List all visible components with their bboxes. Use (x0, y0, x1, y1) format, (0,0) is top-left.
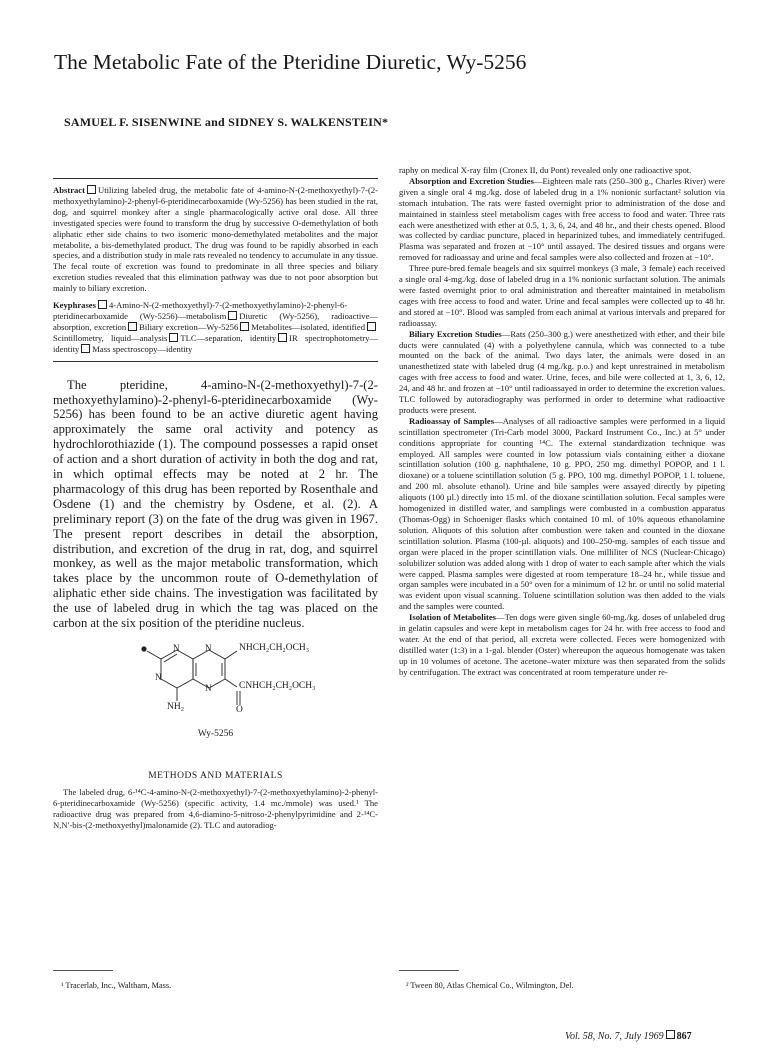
footnote-tracerlab: ¹ Tracerlab, Inc., Waltham, Mass. (61, 981, 172, 990)
methods-heading: METHODS AND MATERIALS (148, 771, 283, 781)
square-icon (278, 333, 287, 342)
footnote-rule (53, 970, 113, 971)
biliary-paragraph (399, 329, 725, 416)
methods-paragraph: The labeled drug, 6-¹⁴C-4-amino-N-(2-methoxyethyl)-7-(2-methoxyethylamino)-2-phenyl-6-pteridinecarboxamide (Wy-5256) (specific activity, 1.4 mc./mmole) was used.¹ The radioactive drug was prepared from 4,6-diamino-5-nitroso-2-phenylpyrimidine and 2-¹⁴C-N,N′-bis-(2-methoxyethyl)malonamide (2). TLC and autoradiog- (53, 787, 378, 830)
abstract-bottom-rule (53, 361, 378, 362)
keyphrase-item: TLC—separation, identity (180, 332, 277, 343)
isolation-paragraph (399, 612, 725, 677)
square-icon (169, 333, 178, 342)
keyphrase-item: Biliary excretion—Wy-5256 (139, 321, 239, 332)
ring-nitrogen-label: N (173, 643, 180, 653)
absorption-paragraph (399, 176, 725, 263)
article-authors: SAMUEL F. SISENWINE and SIDNEY S. WALKENSTEIN* (64, 115, 389, 129)
biliary-heading: Biliary Excretion Studies (409, 328, 502, 339)
radioassay-heading: Radioassay of Samples (409, 415, 495, 426)
square-icon (228, 311, 237, 320)
abstract-block (53, 185, 378, 294)
keyphrase-item: Scintillometry, liquid—analysis (53, 332, 168, 343)
abstract-paragraph (53, 185, 378, 294)
square-icon (81, 344, 90, 353)
keyphrase-item: Metabolites—isolated, identified (251, 321, 365, 332)
square-icon (240, 322, 249, 331)
square-icon (128, 322, 137, 331)
ring-nitrogen-label: N (205, 683, 212, 693)
intro-block (53, 378, 378, 631)
abstract-label: Abstract (53, 185, 85, 195)
ring-nitrogen-label: N (205, 643, 212, 653)
isolation-heading: Isolation of Metabolites (409, 612, 496, 623)
keyphrase-item: Mass spectroscopy—identity (92, 343, 193, 354)
structure-caption: Wy-5256 (197, 729, 234, 739)
substituent-amine-label: NHCH₂CH₂OCH₃ (239, 643, 310, 653)
phenyl-label-icon (141, 646, 146, 651)
chemical-structure (53, 639, 378, 757)
square-icon (367, 322, 376, 331)
beagle-monkey-paragraph: Three pure-bred female beagels and six squirrel monkeys (3 male, 3 female) each received a single oral 4-mg./kg. dose of labeled drug in a 1% nonionic surfactant solution. The animals were fasted overnight prior to oral administration and thereafter maintained in metabolism cages with free access to food and water. Urine and fecal samples were collected up to 48 hr. and stored at −10°. Blood was sampled from each animal at various intervals and prepared for radioassay. (399, 263, 725, 328)
abstract-top-rule (53, 178, 378, 179)
keyphrase-item: IR spectrophotometry—identity (53, 332, 378, 354)
intro-paragraph: The pteridine, 4-amino-N-(2-methoxyethyl)-7-(2-methoxyethylamino)-2-phenyl-6-pteridinecarboxamide (Wy-5256) has been found to be an active diuretic agent having approximately the same oral activity and potency as hydrochlorothiazide (1). The compound possesses a rapid onset of action and a short duration of activity in both the dog and rat, in which optimal effects may be noted at 2 hr. The pharmacology of this drug has been reported by Rosenthale and Osdene (1) and the chemistry by Osdene, et al. (2). A preliminary report (3) on the fate of the drug was given in 1967. The present report describes in detail the absorption, distribution, and excretion of the drug in rat, dog, and squirrel monkey, as well as the major metabolic transformation, which takes place by the uncommon route of O-demethylation of aliphatic ether side chains. The investigation was facilitated by the use of labeled drug in which the tag was placed on the carbon at the six position of the pteridine nucleus. (53, 377, 378, 631)
radioassay-text: —Analyses of all radioactive samples were performed in a liquid scintillation spectrometer (Tri-Carb model 3000, Packard Instrument Co., Inc.) at 5° under conditions appropriate for counting ¹⁴C. The external standardization technique was employed. All samples were counted in low potassium vials containing either a dioxane scintillation solution (100 g. naphthalene, 10 g. PPO, 250 mg. dimethyl POPOP, and 1 l. dioxane) or a toluene scintillation solution (5 g. PPO, 100 mg. dimethyl POPOP, 1 l. toluene, and 200 ml. absolute ethanol). Urine and bile samples were assayed directly by pipeting aliquots (100 µl.) directly into 15 ml. of the dioxane scintillation solution. Fecal samples were homogenized in distilled water, and samplings were combusted in a combustion apparatus (Thomas-Ogg) in Schoeniger flasks which contained 10 ml. of 10% aqueous ethanolamine solution. Aliquots of this solution after combustion were taken and counted in the dioxane scintillation solution. Plasma (100-µl. aliquots) and 100–250-mg. samples of each tissue and organ were placed in the proper scintillation vials. One milliliter of NCS (Nuclear-Chicago) solubilizer solution was added along with 1 drop of water to each sample after which the vials were capped. Plasma samples were digested at room temperature 18–24 hr., while tissue and organ samples were incubated in a 50° oven for a minimum of 12 hr. or until no solid material was evident upon visual scanning. Toluene scintillation solution was then added to the vials and the samples were counted. (399, 415, 725, 612)
article-title: The Metabolic Fate of the Pteridine Diuretic, Wy-5256 (54, 50, 527, 74)
carbonyl-oxygen-label: O (236, 705, 243, 715)
absorption-text: —Eighteen male rats (250–300 g., Charles River) were given a single oral 4 mg./kg. dose of labeled drug in a 1% nonionic surfactant² solution via stomach intubation. The rats were fasted overnight prior to administration of the dose and maintained in stainless steel metabolism cages with free access to food and water. Three rats each were anesthetized with ether at 0.5, 1, 3, 6, 24, and 48 hr., and their chests opened. Blood was collected by cardiac puncture, placed in heparinized tubes, and immediately centrifuged. Plasma was separated and frozen at −10° until assayed. The desired tissues and organs were removed for radioassay and urine and fecal samples were also collected and frozen at −10°. (399, 175, 725, 263)
keyphrases-label: Keyphrases (53, 300, 96, 311)
continued-paragraph: raphy on medical X-ray film (Cronex II, du Pont) revealed only one radioactive spot. (399, 165, 692, 175)
ring-nitrogen-label: N (155, 672, 162, 682)
square-icon (666, 1030, 675, 1039)
radioassay-paragraph (399, 416, 725, 612)
substituent-amide-label: CNHCH₂CH₂OCH₃ (239, 681, 316, 691)
abstract-text: Utilizing labeled drug, the metabolic fate of 4-amino-N-(2-methoxyethyl)-7-(2-methoxyethylamino)-2-phenyl-6-pteridinecarboxamide (Wy-5256) has been studied in the rat, dog, and squirrel monkey after a single pharmacologically active oral dose. All three investigated species were found to transform the drug by successive O-demethylation of both aliphatic ether side chains to two isomeric mono-demethylated metabolites and the major metabolite, a bis-demethylated product. The drug was found to be rapidly absorbed in each species, and a distribution study in male rats revealed no tendency to accumulate in any tissue. The fecal route of excretion was found to predominate in all three species and biliary excretion studies revealed that this elimination pathway was due to not poor absorption but mainly to biliary excretion. (53, 185, 378, 294)
keyphrases-block (53, 300, 378, 355)
footnote-tween: ² Tween 80, Atlas Chemical Co., Wilmington, Del. (406, 981, 574, 990)
absorption-heading: Absorption and Excretion Studies (409, 175, 534, 186)
keyphrase-item: 4-Amino-N-(2-methoxyethyl)-7-(2-methoxyethylamino)-2-phenyl-6-pteridinecarboxamide (Wy-5256)—metabolism (53, 300, 348, 321)
square-icon (98, 300, 107, 309)
left-column (53, 178, 378, 831)
isolation-text: —Ten dogs were given single 60-mg./kg. doses of unlabeled drug in gelatin capsules and were kept in metabolism cages for 24 hr. with free access to food and water. At the end of that period, all excreta were collected. Feces were homogenized with distilled water (1:3) in a 1-gal. blender (Oster) whereupon the aqueous homogenate was taken up in 10 volumes of acetone. The acetone–water mixture was then separated from the solids by centrifugation. The extract was concentrated at room temperature under re- (399, 612, 725, 677)
keyphrases-paragraph (53, 300, 378, 355)
right-column (399, 165, 725, 678)
methods-block (53, 787, 378, 831)
amino-group-label: NH₂ (167, 702, 185, 712)
journal-footer (565, 1030, 692, 1042)
footnote-rule (399, 970, 459, 971)
page-number: 867 (676, 1031, 692, 1042)
biliary-text: —Rats (250–300 g.) were anesthetized with ether, and their bile ducts were cannulated (4) with a polyethylene cannula, which was connected to a tube mounted on the back of the animal. Two days later, the animals were dosed in an unanesthetized state with labeled drug (4 mg./kg. p.o.) and kept unrestrained in metabolism cages with free access to food and water. Urine, feces, and bile were collected at 1, 3, 6, 12, 24, and 48 hr. and frozen at −10° until radioassayed in order to determine the excretion values. TLC followed by autoradiography was performed in order to determine what radioactive products were present. (399, 328, 725, 415)
square-icon (87, 185, 96, 194)
journal-citation: Vol. 58, No. 7, July 1969 (565, 1031, 664, 1042)
keyphrase-item: Diuretic (Wy-5256), radioactive—absorption, excretion (53, 310, 378, 332)
